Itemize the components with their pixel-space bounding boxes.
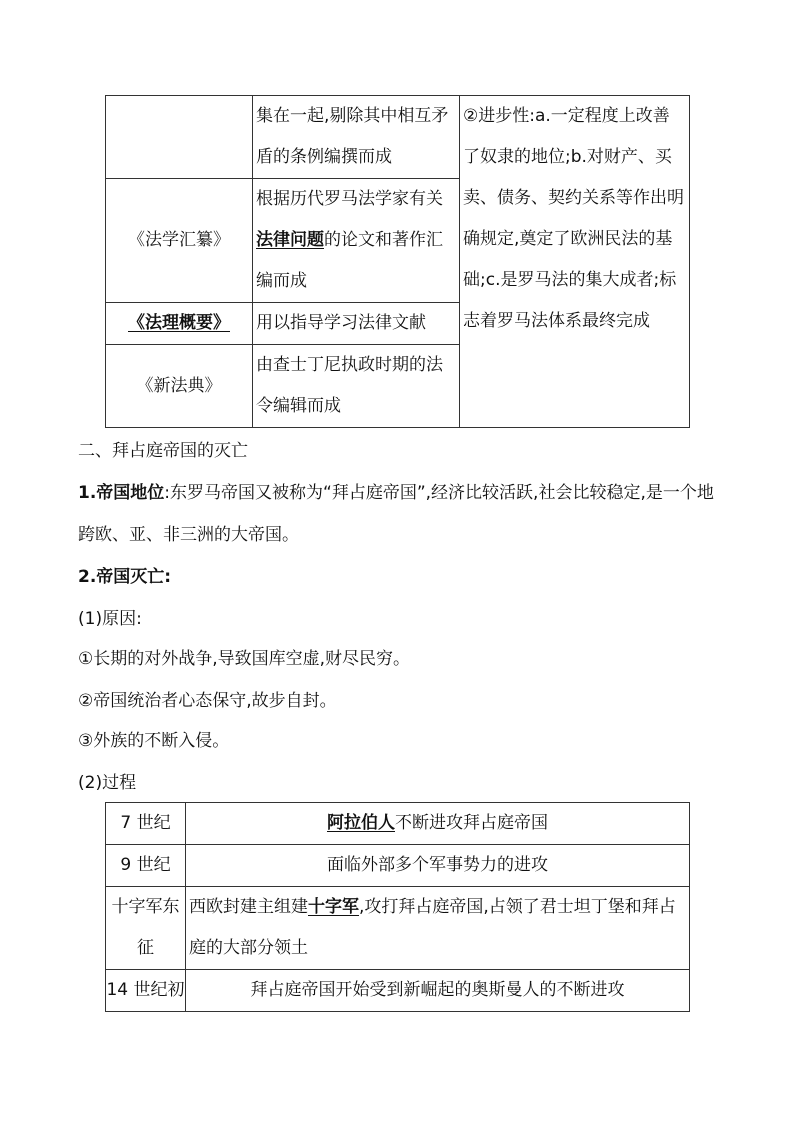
event-emphasis: 十字军 bbox=[308, 897, 359, 917]
law-name-cell bbox=[106, 96, 253, 179]
law-desc-part: 的论文和著作汇编而成 bbox=[256, 230, 443, 291]
paragraph-label: 1.帝国地位 bbox=[78, 483, 165, 503]
paragraph-status bbox=[78, 472, 718, 556]
period: 9 世纪 bbox=[120, 855, 171, 875]
law-desc-part: 根据历代罗马法学家有关 bbox=[256, 189, 443, 209]
process-heading: (2)过程 bbox=[78, 773, 137, 793]
law-name: 《法理概要》 bbox=[128, 313, 230, 333]
event-cell bbox=[186, 845, 690, 887]
period: 14 世纪初 bbox=[106, 980, 185, 1000]
event-text: 不断进攻拜占庭帝国 bbox=[395, 813, 548, 833]
section-heading: 二、拜占庭帝国的灭亡 bbox=[78, 441, 248, 461]
period: 7 世纪 bbox=[120, 813, 171, 833]
event-cell bbox=[186, 887, 690, 970]
cause-item: ①长期的对外战争,导致国库空虚,财尽民穷。 bbox=[78, 649, 411, 669]
law-desc-cell bbox=[253, 179, 460, 303]
table-row bbox=[106, 96, 690, 179]
law-desc: 由查士丁尼执政时期的法令编辑而成 bbox=[256, 355, 443, 416]
event-text: 拜占庭帝国开始受到新崛起的奥斯曼人的不断进攻 bbox=[250, 980, 625, 1000]
cause-item: ②帝国统治者心态保守,故步自封。 bbox=[78, 691, 337, 711]
process-table bbox=[105, 802, 690, 1012]
table-row bbox=[106, 970, 690, 1012]
event-text: 西欧封建主组建 bbox=[189, 897, 308, 917]
period-cell bbox=[106, 803, 186, 845]
law-name-cell bbox=[106, 345, 253, 428]
period-cell bbox=[106, 887, 186, 970]
law-name-cell bbox=[106, 303, 253, 345]
roman-law-table bbox=[105, 95, 690, 428]
law-desc-emphasis: 法律问题 bbox=[256, 230, 324, 250]
period: 十字军东征 bbox=[111, 897, 180, 958]
table-row bbox=[106, 845, 690, 887]
paragraph-text: :东罗马帝国又被称为“拜占庭帝国”,经济比较活跃,社会比较稳定,是一个地跨欧、亚、非三洲的大帝国。 bbox=[78, 483, 714, 545]
law-name: 《新法典》 bbox=[136, 375, 222, 396]
law-name: 《法学汇纂》 bbox=[128, 230, 230, 250]
law-desc-cell bbox=[253, 345, 460, 428]
law-desc: 用以指导学习法律文献 bbox=[256, 313, 426, 333]
law-desc: 集在一起,剔除其中相互矛盾的条例编撰而成 bbox=[256, 106, 449, 167]
event-emphasis: 阿拉伯人 bbox=[327, 813, 395, 833]
law-desc-cell bbox=[253, 303, 460, 345]
cause-item: ③外族的不断入侵。 bbox=[78, 731, 230, 751]
event-text: 面临外部多个军事势力的进攻 bbox=[327, 855, 548, 875]
cause-heading: (1)原因: bbox=[78, 609, 142, 629]
table-row bbox=[106, 803, 690, 845]
event-text: ,攻打拜占庭帝国,占领了君士坦丁堡和拜占庭的大部分领土 bbox=[189, 897, 676, 958]
paragraph-label: 2.帝国灭亡: bbox=[78, 567, 172, 587]
period-cell bbox=[106, 845, 186, 887]
paragraph-fall-heading bbox=[78, 556, 718, 598]
law-desc-cell bbox=[253, 96, 460, 179]
event-cell bbox=[186, 970, 690, 1012]
period-cell bbox=[106, 970, 186, 1012]
progress-cell bbox=[460, 96, 690, 428]
event-cell bbox=[186, 803, 690, 845]
table-row bbox=[106, 887, 690, 970]
progress-text: ②进步性:a.一定程度上改善了奴隶的地位;b.对财产、买卖、债务、契约关系等作出明确规定,奠定了欧洲民法的基础;c.是罗马法的集大成者;标志着罗马法体系最终完成 bbox=[463, 106, 684, 331]
law-name-cell bbox=[106, 179, 253, 303]
